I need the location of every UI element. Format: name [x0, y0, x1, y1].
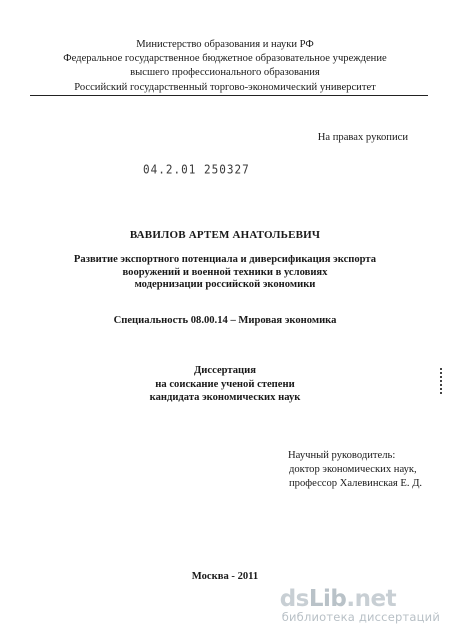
watermark-logo-ds: ds: [279, 586, 309, 612]
header-line: высшего профессионального образования: [130, 67, 320, 79]
watermark: [280, 587, 440, 624]
institution-header: [0, 38, 450, 95]
degree-line: Диссертация: [194, 365, 256, 376]
city-year: Москва - 2011: [191, 571, 259, 582]
header-line: Российский государственный торгово-экономический университет: [74, 81, 376, 93]
advisor-degree: доктор экономических наук,: [289, 464, 417, 476]
watermark-logo: [280, 587, 440, 611]
watermark-logo-lib: Lib: [308, 586, 347, 612]
degree-statement: [0, 364, 450, 405]
degree-line: кандидата экономических наук: [149, 392, 301, 404]
advisor-label: Научный руководитель:: [288, 450, 396, 461]
advisor-block: [288, 449, 422, 492]
header-line: Министерство образования и науки РФ: [136, 39, 314, 50]
degree-line: на соискание ученой степени: [155, 378, 295, 390]
margin-mark: [440, 368, 442, 394]
watermark-subtitle: библиотека диссертаций: [281, 610, 440, 624]
author-name: ВАВИЛОВ АРТЕМ АНАТОЛЬЕВИЧ: [129, 229, 321, 241]
title-line: Развитие экспортного потенциала и диверсификация экспорта: [73, 254, 377, 265]
specialty: Специальность 08.00.14 – Мировая экономика: [113, 315, 337, 326]
watermark-logo-tld: .net: [346, 586, 397, 612]
header-divider: [30, 95, 428, 96]
advisor-name: профессор Халевинская Е. Д.: [289, 478, 423, 490]
title-line: модернизации российской экономики: [134, 279, 316, 291]
registration-stamp: 04.2.01 250327: [143, 162, 250, 177]
dissertation-title: [0, 254, 450, 292]
header-line: Федеральное государственное бюджетное образовательное учреждение: [63, 53, 387, 65]
title-line: вооружений и военной техники в условиях: [122, 266, 328, 278]
rights-note: На правах рукописи: [317, 132, 408, 143]
